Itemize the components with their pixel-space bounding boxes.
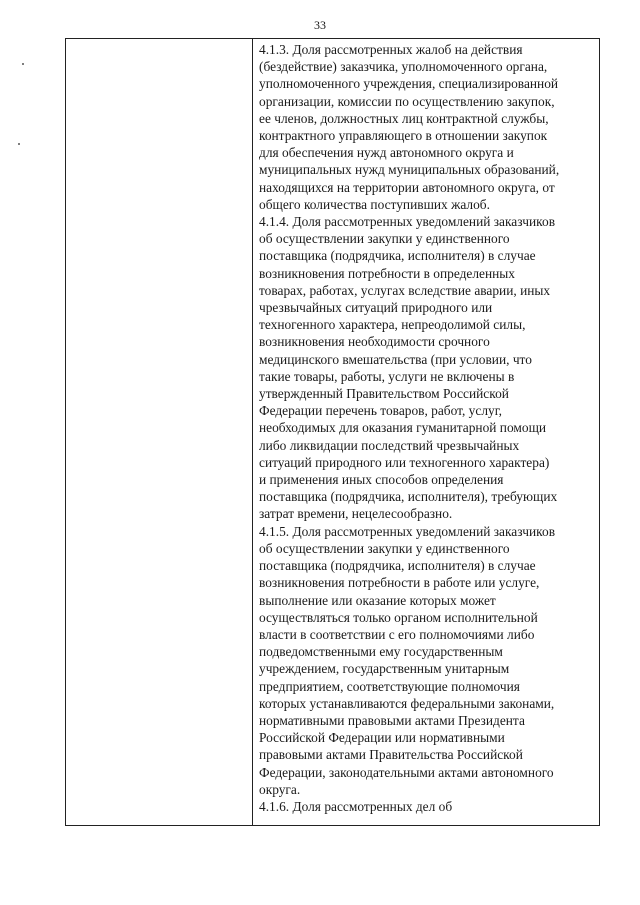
scan-mark bbox=[18, 143, 20, 145]
text-line: ее членов, должностных лиц контрактной службы, bbox=[259, 110, 549, 126]
text-line: уполномоченного учреждения, специализированной bbox=[259, 76, 559, 92]
text-line: 4.1.6. Доля рассмотренных дел об bbox=[259, 798, 453, 814]
text-line: правовыми актами Правительства Российской bbox=[259, 747, 523, 763]
text-line: Российской Федерации или нормативными bbox=[259, 730, 505, 746]
text-line: либо ликвидации последствий чрезвычайных bbox=[259, 437, 520, 453]
text-line: утвержденный Правительством Российской bbox=[259, 386, 509, 402]
text-line: учреждением, государственным унитарным bbox=[259, 661, 510, 677]
text-line: такие товары, работы, услуги не включены в bbox=[259, 368, 515, 384]
text-line: власти в соответствии с его полномочиями либо bbox=[259, 626, 535, 642]
table-left-column bbox=[66, 39, 253, 825]
text-line: осуществляться только органом исполнительной bbox=[259, 609, 538, 625]
text-line: поставщика (подрядчика, исполнителя) в случае bbox=[259, 248, 536, 264]
text-line: возникновения потребности в определенных bbox=[259, 265, 515, 281]
indicator-item bbox=[259, 798, 595, 815]
text-line: находящихся на территории автономного округа, от bbox=[259, 179, 555, 195]
text-line: ситуаций природного или техногенного характера) bbox=[259, 454, 550, 470]
text-line: Федерации перечень товаров, работ, услуг, bbox=[259, 403, 503, 419]
indicator-item bbox=[259, 213, 595, 523]
text-line: об осуществлении закупки у единственного bbox=[259, 231, 510, 247]
text-line: чрезвычайных ситуаций природного или bbox=[259, 300, 493, 316]
text-line: общего количества поступивших жалоб. bbox=[259, 196, 490, 212]
text-line: поставщика (подрядчика, исполнителя), требующих bbox=[259, 489, 558, 505]
text-line: округа. bbox=[259, 781, 301, 797]
table-right-column bbox=[254, 39, 599, 815]
text-line: подведомственными ему государственным bbox=[259, 644, 503, 660]
text-line: нормативными правовыми актами Президента bbox=[259, 712, 525, 728]
indicator-item bbox=[259, 41, 595, 213]
text-line: предприятием, соответствующие полномочия bbox=[259, 678, 520, 694]
text-line: 4.1.5. Доля рассмотренных уведомлений заказчиков bbox=[259, 523, 556, 539]
text-line: и применения иных способов определения bbox=[259, 472, 504, 488]
text-line: об осуществлении закупки у единственного bbox=[259, 540, 510, 556]
page-number: 33 bbox=[314, 18, 326, 32]
indicator-item bbox=[259, 523, 595, 798]
text-line: возникновения необходимости срочного bbox=[259, 334, 490, 350]
text-line: товарах, работах, услугах вследствие аварии, иных bbox=[259, 282, 551, 298]
text-line: (бездействие) заказчика, уполномоченного органа, bbox=[259, 59, 548, 75]
text-line: контрактного управляющего в отношении закупок bbox=[259, 128, 548, 144]
text-line: организации, комиссии по осуществлению закупок, bbox=[259, 93, 555, 109]
text-line: поставщика (подрядчика, исполнителя) в случае bbox=[259, 558, 536, 574]
text-line: Федерации, законодательными актами автономного bbox=[259, 764, 554, 780]
text-line: 4.1.4. Доля рассмотренных уведомлений заказчиков bbox=[259, 214, 556, 230]
text-line: муниципальных нужд муниципальных образований, bbox=[259, 162, 560, 178]
text-line: выполнение или оказание которых может bbox=[259, 592, 496, 608]
text-line: медицинского вмешательства (при условии, что bbox=[259, 351, 532, 367]
text-line: затрат времени, нецелесообразно. bbox=[259, 506, 453, 522]
document-table bbox=[65, 38, 600, 826]
scan-mark bbox=[22, 63, 24, 65]
text-line: 4.1.3. Доля рассмотренных жалоб на действия bbox=[259, 42, 523, 57]
text-line: для обеспечения нужд автономного округа и bbox=[259, 145, 514, 161]
text-line: техногенного характера, непреодолимой силы, bbox=[259, 317, 526, 333]
text-line: возникновения потребности в работе или услуге, bbox=[259, 575, 540, 591]
text-line: необходимых для оказания гуманитарной помощи bbox=[259, 420, 547, 436]
text-line: которых устанавливаются федеральными законами, bbox=[259, 695, 555, 711]
